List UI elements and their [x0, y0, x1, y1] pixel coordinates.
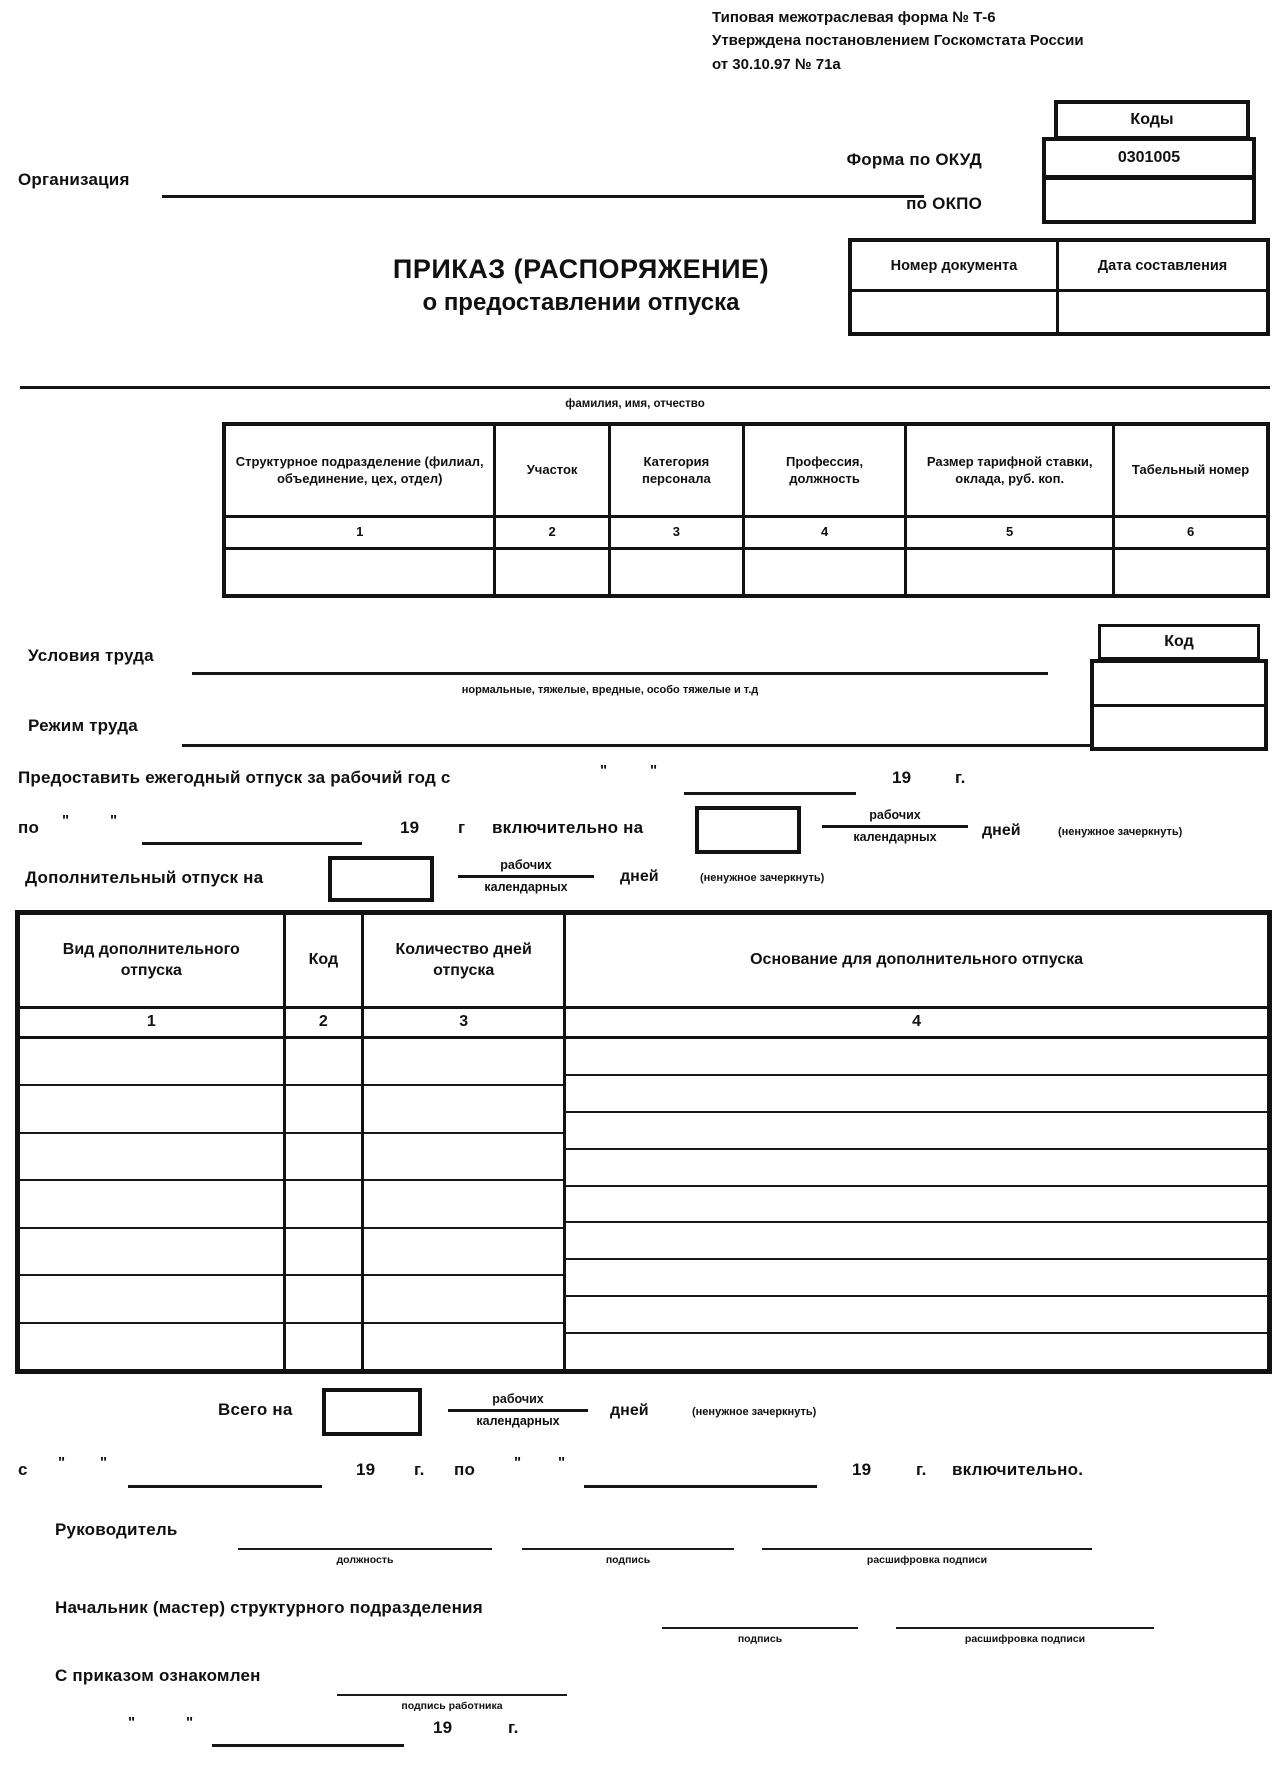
period-to-fill-line: [584, 1485, 817, 1488]
work-conditions-label: Условия труда: [28, 646, 154, 665]
table-row: [364, 1276, 563, 1323]
employee-col-unit: Структурное подразделение (филиал, объединение, цех, отдел): [226, 426, 496, 515]
period-year1-prefix: 19: [356, 1460, 376, 1479]
doc-date-header: Дата составления: [1097, 257, 1228, 274]
grant-inclusive-label: включительно на: [492, 818, 644, 837]
head-position-caption: должность: [336, 1554, 394, 1566]
grant-day-quote-open: ": [600, 762, 608, 779]
additional-working-option: рабочих: [458, 858, 594, 878]
period-year1-suffix: г.: [414, 1460, 425, 1479]
grant-strike-note: (ненужное зачеркнуть): [1058, 826, 1183, 838]
grant-year-suffix: г.: [955, 768, 966, 787]
table-row: [364, 1134, 563, 1181]
table-row: [286, 1086, 362, 1133]
form-meta-line3: от 30.10.97 № 71а: [712, 55, 841, 73]
chief-signature-caption: подпись: [737, 1633, 783, 1645]
additional-body-col-days: [364, 1039, 566, 1369]
ack-date-quote-open: ": [128, 1714, 136, 1731]
period-to-quote-close: ": [558, 1454, 566, 1471]
additional-col-type: Вид дополнительного отпуска: [20, 915, 286, 1006]
additional-leave-label: Дополнительный отпуск на: [25, 868, 264, 887]
code-box-cells: [1090, 659, 1268, 751]
additional-colnum-1: 1: [20, 1009, 286, 1036]
code-box-cell-1: [1094, 663, 1264, 707]
ack-date-year: 19: [433, 1718, 453, 1737]
additional-calendar-option: календарных: [484, 880, 568, 894]
form-meta-block: [712, 6, 1084, 76]
additional-strike-note: (ненужное зачеркнуть): [700, 872, 825, 884]
additional-col-code: Код: [286, 915, 365, 1006]
employee-info-table: [222, 422, 1270, 598]
full-name-caption: фамилия, имя, отчество: [565, 398, 705, 410]
grant-days-label: дней: [982, 822, 1021, 839]
employee-colnum-6: 6: [1186, 524, 1195, 540]
work-regime-label: Режим труда: [28, 716, 138, 735]
additional-colnum-4: 4: [912, 1013, 922, 1031]
grant-to-quote-close: ": [110, 812, 118, 829]
grant-to-month-fill-line: [142, 842, 362, 845]
grant-year-prefix: 19: [892, 768, 912, 787]
employee-colnum-2: 2: [496, 518, 610, 547]
grant-month-fill-line: [684, 792, 856, 795]
employee-colnum-1: 1: [226, 518, 496, 547]
form-meta-line1: Типовая межотраслевая форма № Т-6: [712, 9, 996, 26]
grant-calendar-option: календарных: [853, 830, 937, 844]
acknowledged-label: С приказом ознакомлен: [55, 1666, 261, 1685]
additional-col-days: Количество дней отпуска: [364, 915, 566, 1006]
chief-signature-label: Начальник (мастер) структурного подразделения: [55, 1598, 483, 1617]
employee-cell-section: [496, 550, 610, 594]
table-row: [364, 1086, 563, 1133]
code-box-header: [1098, 624, 1260, 660]
employee-col-profession: Профессия, должность: [745, 426, 907, 515]
acknowledged-signature-line: [337, 1694, 567, 1696]
total-days-label: дней: [610, 1402, 649, 1419]
employee-cell-unit: [226, 550, 496, 594]
grant-to-quote-open: ": [62, 812, 70, 829]
grant-to-year-suffix: г: [458, 818, 466, 837]
grant-to-year-prefix: 19: [400, 818, 420, 837]
employee-cell-rate: [907, 550, 1115, 594]
period-from-fill-line: [128, 1485, 322, 1488]
total-days-count-box: [322, 1388, 422, 1436]
okud-code-cell: [1042, 137, 1256, 179]
employee-col-number: Табельный номер: [1131, 462, 1250, 478]
table-row: [566, 1039, 1267, 1076]
additional-body-col-basis: [566, 1039, 1267, 1369]
additional-body-col-code: [286, 1039, 365, 1369]
table-row: [20, 1181, 283, 1228]
grant-working-option: рабочих: [822, 808, 968, 828]
ack-date-quote-close: ": [186, 1714, 194, 1731]
table-row: [566, 1260, 1267, 1297]
period-year2-suffix: г.: [916, 1460, 927, 1479]
head-signature-label: Руководитель: [55, 1520, 178, 1539]
chief-name-caption: расшифровка подписи: [964, 1633, 1086, 1645]
employee-col-category: Категория персонала: [611, 426, 745, 515]
table-row: [364, 1324, 563, 1369]
period-from-quote-close: ": [100, 1454, 108, 1471]
head-signature-line: [522, 1548, 734, 1550]
additional-days-label: дней: [620, 868, 659, 885]
total-label: Всего на: [218, 1400, 293, 1419]
ack-date-fill-line: [212, 1744, 404, 1747]
period-year2-prefix: 19: [852, 1460, 872, 1479]
chief-signature-line: [662, 1627, 858, 1629]
employee-col-section: Участок: [496, 426, 610, 515]
total-strike-note: (ненужное зачеркнуть): [692, 1406, 817, 1418]
table-row: [20, 1039, 283, 1086]
table-row: [286, 1039, 362, 1086]
okpo-code-cell: [1042, 176, 1256, 224]
table-row: [286, 1276, 362, 1323]
employee-colnum-3: 3: [611, 518, 745, 547]
table-row: [286, 1324, 362, 1369]
grant-to-label: по: [18, 818, 40, 837]
table-row: [20, 1276, 283, 1323]
acknowledged-caption: подпись работника: [401, 1700, 503, 1712]
additional-leave-table: [15, 910, 1272, 1374]
okud-label: Форма по ОКУД: [846, 150, 982, 169]
employee-colnum-5: 5: [907, 518, 1115, 547]
period-from-label: с: [18, 1460, 28, 1479]
period-inclusive-label: включительно.: [952, 1460, 1084, 1479]
total-working-option: рабочих: [448, 1392, 588, 1412]
table-row: [566, 1297, 1267, 1334]
work-conditions-fill-line: [192, 672, 1048, 675]
codes-header-label: Коды: [1130, 111, 1174, 128]
ack-date-suffix: г.: [508, 1718, 519, 1737]
codes-header-cell: [1054, 100, 1250, 140]
additional-days-type-fraction: [458, 858, 594, 895]
employee-cell-number: [1115, 550, 1266, 594]
additional-colnum-3: 3: [364, 1009, 566, 1036]
additional-colnum-2: 2: [286, 1009, 365, 1036]
total-days-type-fraction: [448, 1392, 588, 1429]
document-title: [366, 254, 796, 317]
okpo-label: по ОКПО: [906, 194, 982, 213]
code-box-header-label: Код: [1164, 633, 1194, 650]
employee-cell-profession: [745, 550, 907, 594]
title-line1: ПРИКАЗ (РАСПОРЯЖЕНИЕ): [392, 254, 770, 284]
work-regime-fill-line: [182, 744, 1094, 747]
head-position-line: [238, 1548, 492, 1550]
table-row: [286, 1181, 362, 1228]
table-row: [566, 1150, 1267, 1187]
table-row: [286, 1134, 362, 1181]
form-meta-line2: Утверждена постановлением Госкомстата России: [712, 32, 1084, 50]
table-row: [20, 1086, 283, 1133]
doc-date-cell: [1059, 292, 1266, 332]
table-row: [20, 1229, 283, 1276]
full-name-fill-line: [20, 386, 1270, 389]
head-name-line: [762, 1548, 1092, 1550]
grant-day-quote-close: ": [650, 762, 658, 779]
grant-days-type-fraction: [822, 808, 968, 845]
title-line2: о предоставлении отпуска: [422, 289, 740, 316]
employee-col-rate: Размер тарифной ставки, оклада, руб. коп.: [907, 426, 1115, 515]
doc-number-date-table: [848, 238, 1270, 336]
table-row: [20, 1324, 283, 1369]
grant-days-count-box: [695, 806, 801, 854]
total-calendar-option: календарных: [476, 1414, 560, 1428]
table-row: [566, 1223, 1267, 1260]
code-box-cell-2: [1094, 707, 1264, 748]
chief-name-line: [896, 1627, 1154, 1629]
grant-leave-prefix: Предоставить ежегодный отпуск за рабочий год с: [18, 768, 451, 787]
table-row: [566, 1113, 1267, 1150]
additional-body-col-type: [20, 1039, 286, 1369]
additional-days-count-box: [328, 856, 434, 902]
organization-label: Организация: [18, 170, 130, 189]
table-row: [364, 1181, 563, 1228]
table-row: [566, 1187, 1267, 1224]
doc-number-header: Номер документа: [852, 242, 1059, 289]
head-name-caption: расшифровка подписи: [866, 1554, 988, 1566]
table-row: [364, 1229, 563, 1276]
employee-cell-category: [611, 550, 745, 594]
work-conditions-caption: нормальные, тяжелые, вредные, особо тяжелые и т.д: [461, 684, 759, 696]
head-signature-caption: подпись: [605, 1554, 651, 1566]
period-from-quote-open: ": [58, 1454, 66, 1471]
employee-colnum-4: 4: [745, 518, 907, 547]
okud-code-value: 0301005: [1117, 149, 1181, 166]
additional-col-basis: Основание для дополнительного отпуска: [750, 951, 1084, 969]
doc-number-cell: [852, 292, 1059, 332]
period-to-label: по: [454, 1460, 476, 1479]
table-row: [20, 1134, 283, 1181]
table-row: [566, 1334, 1267, 1369]
table-row: [566, 1076, 1267, 1113]
table-row: [364, 1039, 563, 1086]
organization-fill-line: [162, 195, 924, 198]
table-row: [286, 1229, 362, 1276]
period-to-quote-open: ": [514, 1454, 522, 1471]
